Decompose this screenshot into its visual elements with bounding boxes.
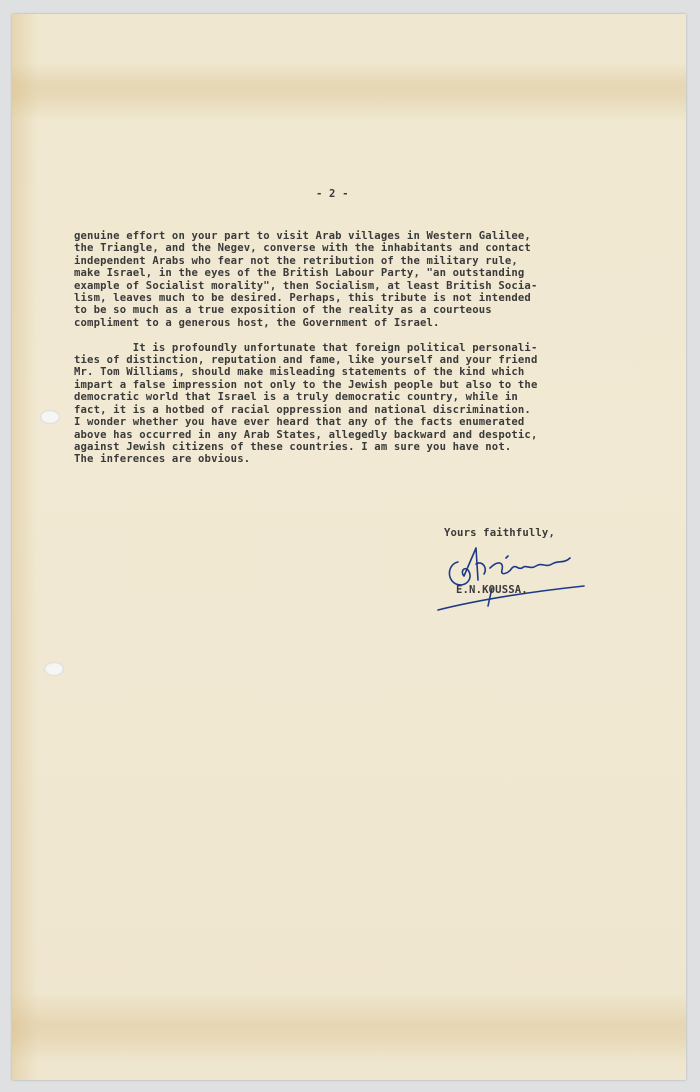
letter-body	[74, 230, 538, 466]
paper-fold-stain-top	[12, 62, 686, 120]
typed-name: E.N.KOUSSA.	[456, 584, 528, 596]
paper-fold-stain-bottom	[12, 992, 686, 1062]
handwritten-signature	[418, 534, 588, 614]
paragraph-1: genuine effort on your part to visit Arab villages in Western Galilee, the Triangle, and the Negev, converse with the inhabitants and contact independent Arabs who fear not the retribution of the military rule, make Israel, in the eyes of the British Labour Party, "an outstanding example of Socialist morality", then Socialism, at least British Socia- lism, leaves much to be desired. Perhaps, this tribute is not intended to be so much as a true exposition of the reality as a courteous compliment to a generous host, the Government of Israel.	[74, 230, 538, 329]
punch-hole-upper	[40, 410, 60, 424]
paragraph-2: It is profoundly unfortunate that foreign political personali- ties of distinction, reputation and fame, like yourself and your friend Mr. Tom Williams, should make misleading statements of the kind which impart a false impression not only to the Jewish people but also to the democratic world that Israel is a truly democratic country, while in fact, it is a hotbed of racial oppression and national discrimination. I wonder whether you have ever heard that any of the facts enumerated above has occurred in any Arab States, allegedly backward and despotic, against Jewish citizens of these countries. I am sure you have not. The inferences are obvious.	[74, 341, 538, 466]
paper-edge-discoloration	[12, 14, 38, 1080]
closing-salutation: Yours faithfully,	[444, 527, 555, 539]
punch-hole-lower	[44, 662, 64, 676]
page-number: - 2 -	[316, 188, 349, 200]
